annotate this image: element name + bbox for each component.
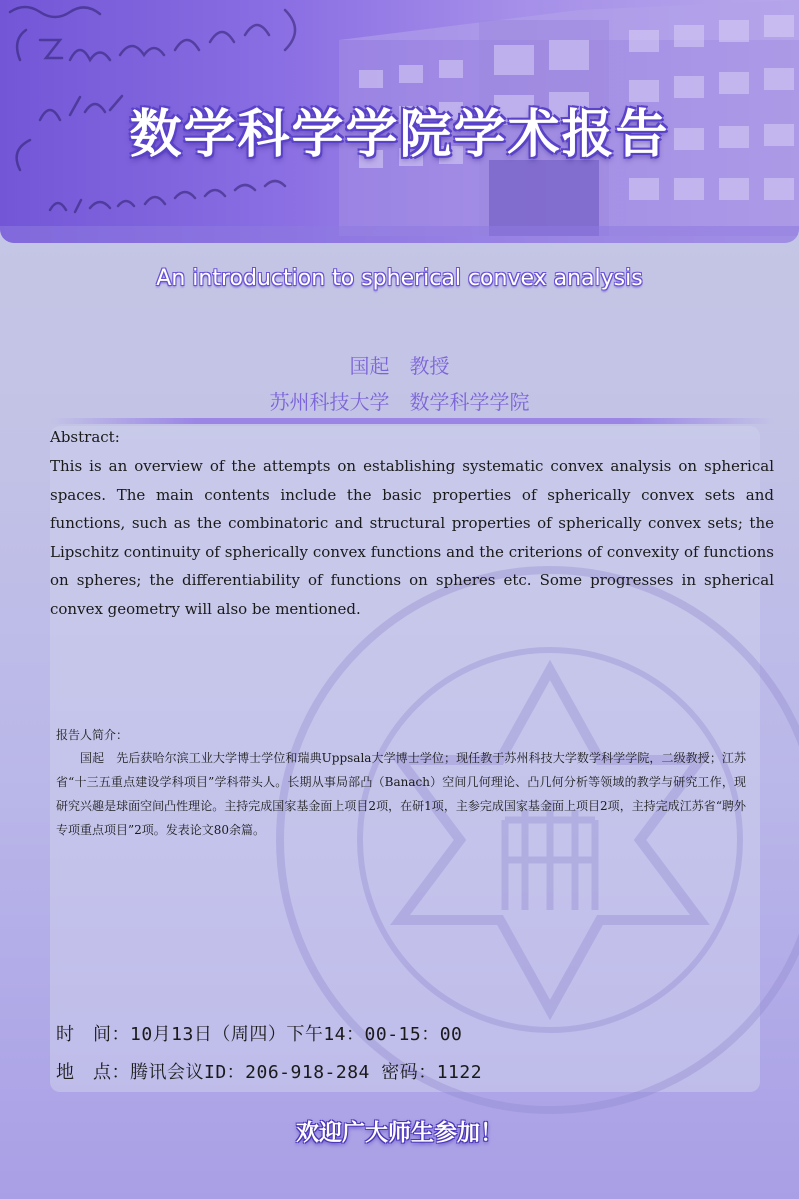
event-place: 地 点：腾讯会议ID：206-918-284 密码：1122: [56, 1062, 483, 1083]
bio-heading: 报告人简介：: [56, 728, 129, 742]
abstract-text: This is an overview of the attempts on establishing systematic convex analysis on spherical spaces. The main contents include the basic properties of spherically convex sets and functions, such as the combinatoric and structural properties of spherically convex sets; the Lipschitz continuity of spherically convex functions and the criterions of convexity of functions on spheres; the differentiability of functions on spheres etc. Some progresses in spherical convex geometry will also be mentioned.: [50, 457, 774, 618]
event-time: 时 间：10月13日（周四）下午14：00-15：00: [56, 1024, 463, 1045]
banner-edge: [0, 226, 799, 243]
page-title: 数学科学学院学术报告: [129, 105, 670, 165]
talk-title: An introduction to spherical convex analysis: [156, 266, 643, 291]
bio-text: 国起 先后获哈尔滨工业大学博士学位和瑞典Uppsala大学博士学位；现任教于苏州科技大学数学科学学院，二级教授；江苏省“十三五重点建设学科项目”学科带头人。长期从事局部凸（Banach）空间几何理论、凸几何分析等领域的教学与研究工作，现研究兴趣是球面空间凸性理论。主持完成国家基金面上项目2项，在研1项，主参完成国家基金面上项目2项，主持完成江苏省“聘外专项重点项目”2项。发表论文80余篇。: [56, 751, 746, 837]
speaker-affiliation: 苏州科技大学 数学科学学院: [269, 390, 530, 414]
welcome-message: 欢迎广大师生参加！: [296, 1120, 503, 1146]
header-banner: [0, 0, 799, 243]
section-divider: [50, 418, 775, 424]
speaker-name: 国起 教授: [349, 354, 450, 378]
abstract-heading: Abstract:: [50, 428, 120, 446]
